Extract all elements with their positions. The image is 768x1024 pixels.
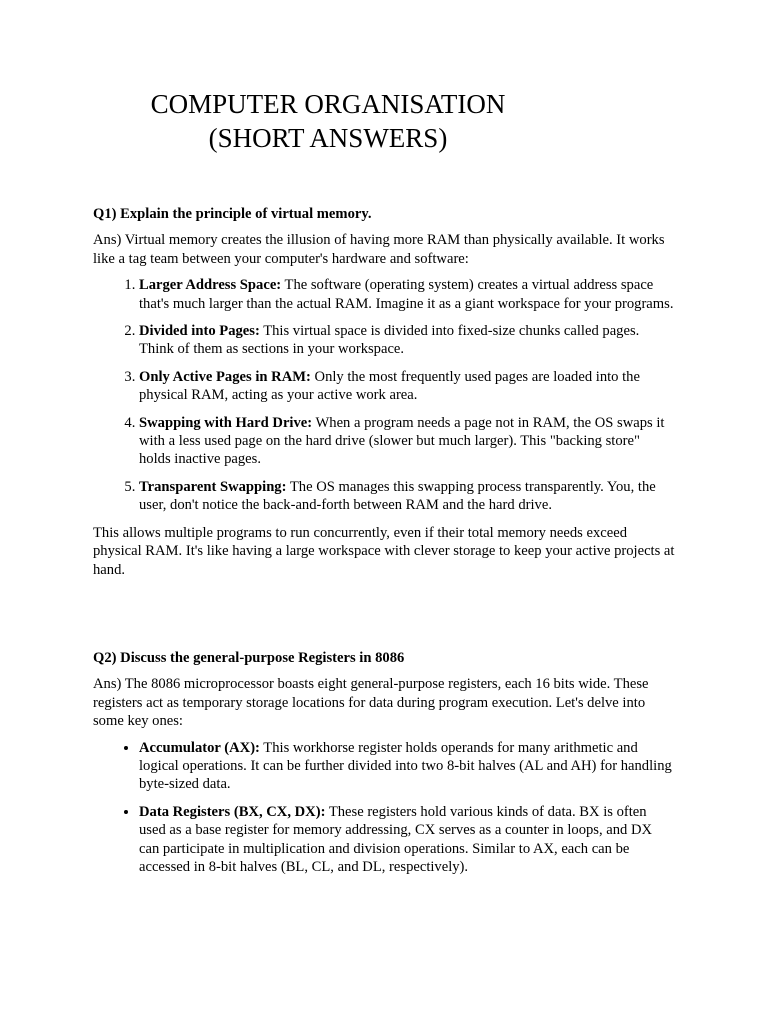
answer-1-conclusion: This allows multiple programs to run concurrently, even if their total memory needs exceed physical RAM. It's like having a large workspace with clever storage to keep your active projects at hand. xyxy=(93,524,675,578)
question-1-heading: Q1) Explain the principle of virtual memory. xyxy=(93,206,372,222)
list-item xyxy=(139,803,675,877)
answer-2-intro: Ans) The 8086 microprocessor boasts eight general-purpose registers, each 16 bits wide. These registers act as temporary storage locations for data during program execution. Let's delve into some key ones: xyxy=(93,676,649,730)
list-item xyxy=(139,414,675,469)
list-item xyxy=(139,368,675,405)
list-item-term: Swapping with Hard Drive: xyxy=(139,414,313,431)
answer-1-intro: Ans) Virtual memory creates the illusion of having more RAM than physically available. It works like a tag team between your computer's hardware and software: xyxy=(93,232,665,267)
list-item-term: Data Registers (BX, CX, DX): xyxy=(139,803,326,820)
list-item-text: Only the most frequently used pages are loaded into the physical RAM, acting as your active work area. xyxy=(139,368,640,404)
list-item-term: Accumulator (AX): xyxy=(139,739,260,756)
question-2-heading: Q2) Discuss the general-purpose Registers in 8086 xyxy=(93,649,405,666)
document-body xyxy=(93,205,675,885)
list-item-term: Transparent Swapping: xyxy=(139,478,287,495)
list-item-text: This workhorse register holds operands for many arithmetic and logical operations. It can be further divided into two 8-bit halves (AL and AH) for handling byte-sized data. xyxy=(139,739,672,793)
list-item-term: Divided into Pages: xyxy=(139,323,260,340)
list-item-term: Only Active Pages in RAM: xyxy=(139,368,311,385)
list-item xyxy=(139,739,675,794)
list-item xyxy=(139,478,675,515)
registers-list xyxy=(93,739,675,877)
title-line-1: COMPUTER ORGANISATION xyxy=(150,89,506,119)
list-item-text: This virtual space is divided into fixed-size chunks called pages. Think of them as sections in your workspace. xyxy=(139,323,640,358)
section-spacer xyxy=(93,587,675,649)
page-title xyxy=(93,87,563,155)
list-item-text: When a program needs a page not in RAM, the OS swaps it with a less used page on the hard drive (slower but much larger). This "backing store" holds inactive pages. xyxy=(139,414,665,468)
title-line-2: (SHORT ANSWERS) xyxy=(208,123,448,153)
list-item-text: The OS manages this swapping process transparently. You, the user, don't notice the back-and-forth between RAM and the hard drive. xyxy=(139,478,656,514)
list-item xyxy=(139,276,675,313)
list-item-text: The software (operating system) creates a virtual address space that's much larger than the actual RAM. Imagine it as a giant workspace for your programs. xyxy=(139,277,674,312)
list-item-text: These registers hold various kinds of data. BX is often used as a base register for memory addressing, CX serves as a counter in loops, and DX can participate in multiplication and division operations. Similar to AX, each can be accessed in 8-bit halves (BL, CL, and DL, respectively). xyxy=(139,803,653,875)
list-item xyxy=(139,322,675,359)
virtual-memory-list xyxy=(93,276,675,514)
list-item-term: Larger Address Space: xyxy=(139,277,282,294)
